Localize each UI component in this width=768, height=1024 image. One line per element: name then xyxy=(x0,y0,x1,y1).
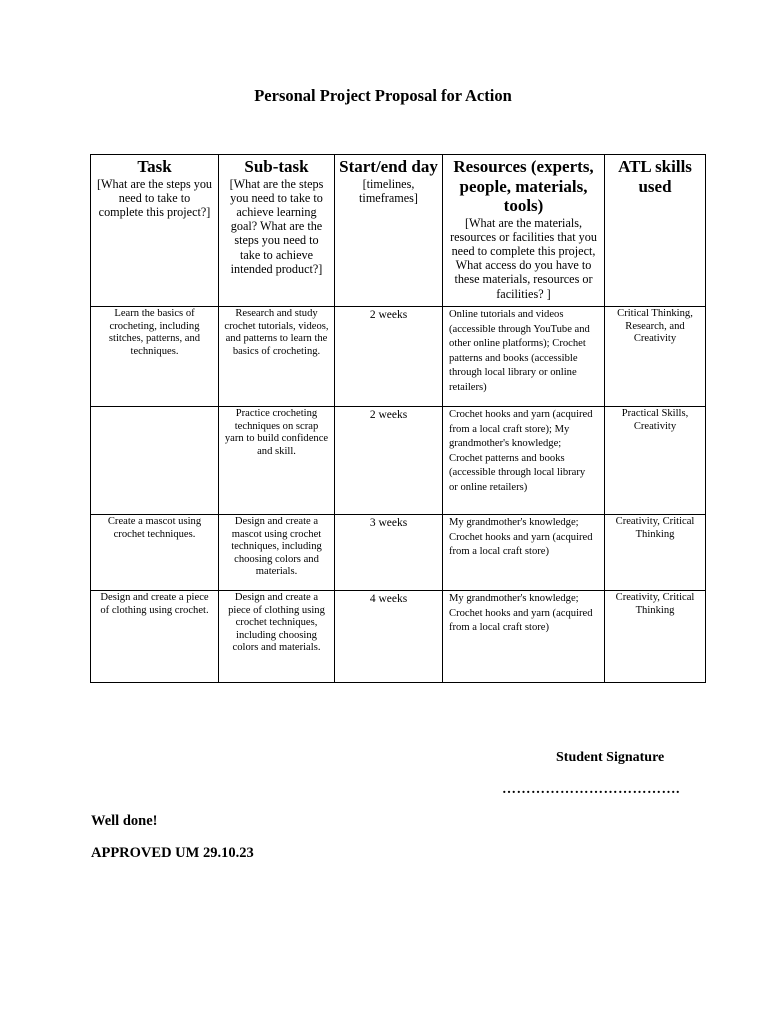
header-resources xyxy=(443,155,605,307)
subtask-cell: Design and create a mascot using crochet techniques, including choosing colors and materials. xyxy=(219,515,335,591)
subtask-cell: Practice crocheting techniques on scrap yarn to build confidence and skill. xyxy=(219,407,335,515)
subtask-cell: Research and study crochet tutorials, videos, and patterns to learn the basics of crocheting. xyxy=(219,307,335,407)
header-title: Resources (experts, people, materials, tools) xyxy=(453,157,594,215)
document-title: Personal Project Proposal for Action xyxy=(254,86,512,105)
duration-cell: 2 weeks xyxy=(335,307,443,407)
duration-cell: 4 weeks xyxy=(335,591,443,683)
approval-note: APPROVED UM 29.10.23 xyxy=(91,845,254,861)
header-atl xyxy=(605,155,706,307)
task-cell: Create a mascot using crochet techniques. xyxy=(91,515,219,591)
header-prompt: [What are the steps you need to take to complete this project?] xyxy=(96,176,213,219)
resources-cell: Crochet hooks and yarn (acquired from a local craft store); My grandmother's knowledge; Crochet patterns and books (accessible through local library or online retailers) xyxy=(443,407,605,515)
header-title: Sub-task xyxy=(244,157,309,176)
signature-label: Student Signature xyxy=(556,750,665,765)
table-row xyxy=(91,591,706,683)
header-title: ATL skills used xyxy=(618,157,692,196)
header-task xyxy=(91,155,219,307)
task-cell xyxy=(91,407,219,515)
task-cell: Learn the basics of crocheting, including stitches, patterns, and techniques. xyxy=(91,307,219,407)
resources-cell: My grandmother's knowledge; Crochet hooks and yarn (acquired from a local craft store) xyxy=(443,591,605,683)
resources-cell: Online tutorials and videos (accessible through YouTube and other online platforms); Crochet patterns and books (accessible through local library or online retailers) xyxy=(443,307,605,407)
resources-cell: My grandmother's knowledge; Crochet hooks and yarn (acquired from a local craft store) xyxy=(443,515,605,591)
duration-cell: 2 weeks xyxy=(335,407,443,515)
header-prompt: [What are the materials, resources or facilities that you need to complete this project, What access do you have to these materials, resources or facilities? ] xyxy=(450,215,597,301)
atl-cell: Creativity, Critical Thinking xyxy=(605,591,706,683)
table-header-row xyxy=(91,155,706,307)
header-prompt: [What are the steps you need to take to achieve learning goal? What are the steps you need to take to achieve intended product?] xyxy=(229,176,324,276)
duration-cell: 3 weeks xyxy=(335,515,443,591)
atl-cell: Critical Thinking, Research, and Creativity xyxy=(605,307,706,407)
header-start-end xyxy=(335,155,443,307)
table-row xyxy=(91,515,706,591)
signature-line: ………………………………. xyxy=(502,782,680,797)
atl-cell: Creativity, Critical Thinking xyxy=(605,515,706,591)
atl-cell: Practical Skills, Creativity xyxy=(605,407,706,515)
header-title: Task xyxy=(137,157,172,176)
header-prompt: [timelines, timeframes] xyxy=(359,176,418,205)
header-subtask xyxy=(219,155,335,307)
table-row xyxy=(91,407,706,515)
header-title: Start/end day xyxy=(339,157,438,176)
task-cell: Design and create a piece of clothing using crochet. xyxy=(91,591,219,683)
subtask-cell: Design and create a piece of clothing using crochet techniques, including choosing colors and materials. xyxy=(219,591,335,683)
teacher-comment: Well done! xyxy=(91,813,158,829)
table-row xyxy=(91,307,706,407)
proposal-table xyxy=(90,154,706,683)
